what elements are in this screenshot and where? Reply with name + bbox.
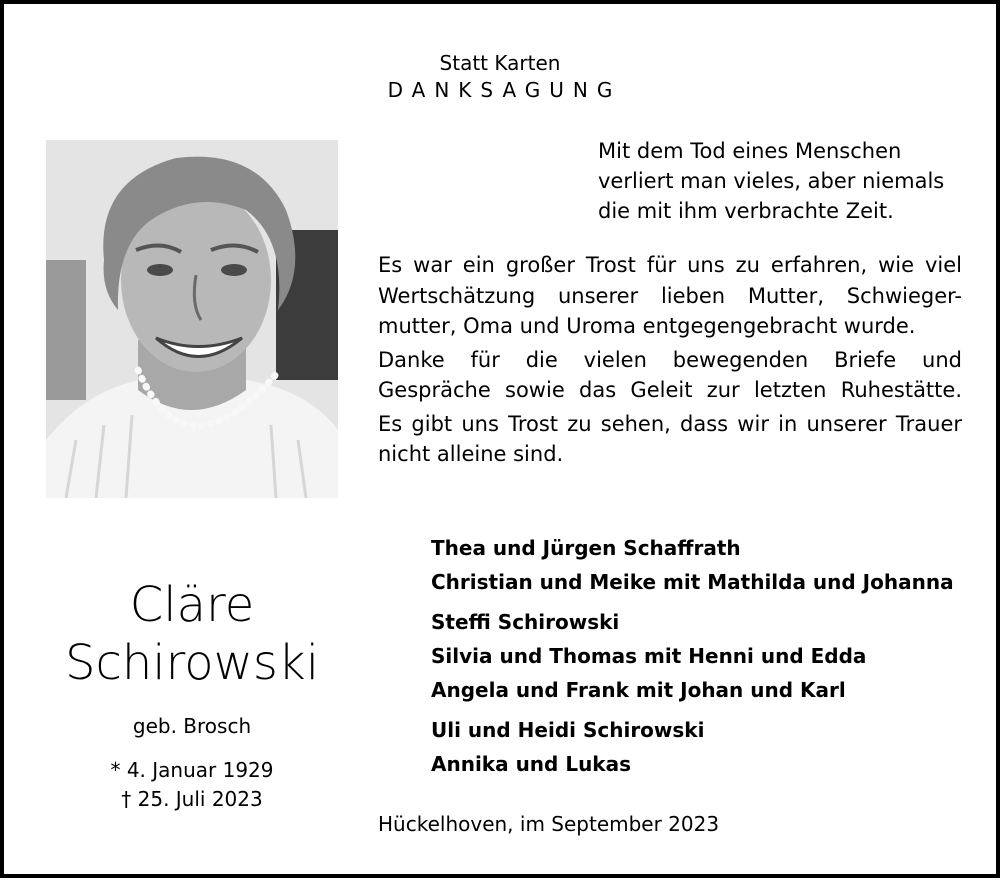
- thank-you-paragraph: Es gibt uns Trost zu sehen, dass wir in unserer Trauer nicht alleine sind.: [378, 411, 962, 466]
- quote-line: Mit dem Tod eines Menschen: [598, 139, 902, 163]
- family-group: [431, 531, 954, 599]
- portrait-photo: [46, 140, 338, 498]
- mourner-line: Christian und Meike mit Mathilda und Johanna: [431, 570, 954, 594]
- danksagung-heading: DANKSAGUNG: [387, 78, 622, 102]
- portrait-illustration: [46, 140, 338, 498]
- quote: [598, 136, 944, 226]
- deceased-last-name: Schirowski: [64, 635, 320, 691]
- quote-line: verliert man vieles, aber niemals: [598, 169, 945, 193]
- mourner-line: Silvia und Thomas mit Henni und Edda: [431, 644, 867, 668]
- thank-you-text: [378, 250, 962, 473]
- quote-line: die mit ihm verbrachte Zeit.: [598, 199, 894, 223]
- death-date: † 25. Juli 2023: [121, 787, 263, 811]
- thank-you-paragraph: Es war ein großer Trost für uns zu erfahren, wie viel Wertschätzung unserer lieben Mutter, Schwieger- mutter, Oma und Uroma entgegengebracht wurde.: [378, 253, 962, 338]
- mourner-line: Annika und Lukas: [431, 752, 632, 776]
- life-dates: [24, 756, 360, 814]
- header: [4, 50, 996, 102]
- maiden-name: geb. Brosch: [132, 714, 252, 738]
- statt-karten-label: Statt Karten: [439, 51, 561, 75]
- mourner-line: Uli und Heidi Schirowski: [431, 718, 705, 742]
- thank-you-paragraph: Danke für die vielen bewegenden Briefe und Gespräche sowie das Geleit zur letzten Ruhestätte.: [378, 347, 962, 402]
- birth-date: * 4. Januar 1929: [110, 758, 274, 782]
- mourner-line: Thea und Jürgen Schaffrath: [431, 536, 741, 560]
- family-group: [431, 605, 954, 707]
- family-group: [431, 713, 954, 781]
- mourner-line: Steffi Schirowski: [431, 610, 620, 634]
- deceased-first-name: Cläre: [129, 577, 255, 633]
- mourner-line: Angela und Frank mit Johan und Karl: [431, 678, 846, 702]
- mourners-list: [431, 531, 954, 787]
- deceased-info: [24, 576, 360, 814]
- place-and-date: Hückelhoven, im September 2023: [378, 812, 720, 836]
